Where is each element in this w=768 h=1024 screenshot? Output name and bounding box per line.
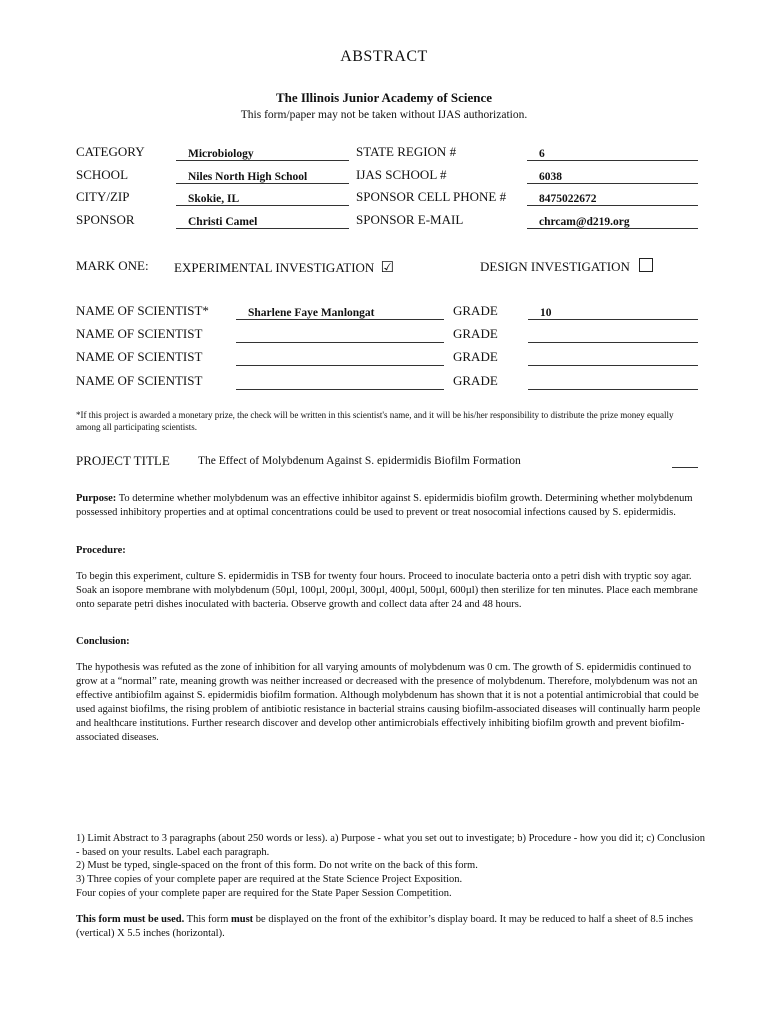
grade-label-1: GRADE (453, 303, 498, 318)
scientist-name-field-1[interactable]: Sharlene Faye Manlongat (236, 303, 444, 320)
purpose-heading: Purpose: (76, 493, 117, 504)
grade-field-3[interactable] (528, 349, 698, 366)
checked-checkbox-icon[interactable]: ☑ (380, 260, 395, 276)
instruction-4: Four copies of your complete paper are required for the State Paper Session Competition. (76, 888, 452, 899)
form-usage-text-a: This form (184, 914, 231, 925)
purpose-text: To determine whether molybdenum was an effective inhibitor against S. epidermidis biofilm growth. Determining whether molybdenum possessed inhibitory properties and at optimal concentrations could be used to prevent or treat nosocomial infections caused by S. epidermidis. (76, 493, 693, 518)
scientist-name-label-2: NAME OF SCIENTIST (76, 326, 203, 341)
conclusion-text: The hypothesis was refuted as the zone of inhibition for all varying amounts of molybdenum was 0 cm. The growth of S. epidermidis continued to grow at a “normal” rate, meaning growth was neither increased or decreased with the presence of molybdenum. Therefore, molybdenum was not an effective antibiofilm against S. epidermidis biofilm formation. Although molybdenum has shown that it is not a potential antimicrobial that could be used against biofilms, the rising problem of antibiotic resistance in bacterial strains causing biofilm-associated diseases will continually harm people and healthcare institutions. Further research discover and develop other antimicrobials effectively inhibiting biofilm growth and prevent biofilm-associated diseases. (76, 662, 701, 743)
organization-name: The Illinois Junior Academy of Science (275, 90, 493, 105)
cityzip-field[interactable]: Skokie, IL (176, 189, 349, 206)
procedure-heading: Procedure: (76, 545, 126, 556)
scientist-name-label-1: NAME OF SCIENTIST* (76, 303, 209, 318)
experimental-investigation-label: EXPERIMENTAL INVESTIGATION (174, 260, 375, 275)
conclusion-heading: Conclusion: (76, 636, 130, 647)
prize-footnote: *If this project is awarded a monetary prize, the check will be written in this scientist's name, and it will be his/her responsibility to distribute the prize money equally among all participating scientists. (76, 410, 674, 432)
category-field[interactable]: Microbiology (176, 144, 349, 161)
cityzip-label: CITY/ZIP (76, 189, 130, 204)
sponsor-email-field[interactable]: chrcam@d219.org (527, 212, 698, 229)
grade-label-3: GRADE (453, 349, 498, 364)
mark-one-label: MARK ONE: (76, 258, 149, 273)
procedure-text: To begin this experiment, culture S. epidermidis in TSB for twenty four hours. Proceed to inoculate bacteria onto a petri dish with tryptic soy agar. Soak an isopore membrane with molybdenum (50µl, 100µl, 200µl, 300µl, 400µl, 500µl, 600µl) then sterilize for ten minutes. Place each membrane onto separate petri dishes inoculated with bacteria. Observe growth and collect data after 24 and 48 hours. (76, 571, 698, 610)
grade-field-4[interactable] (528, 373, 698, 390)
instruction-1: 1) Limit Abstract to 3 paragraphs (about 250 words or less). a) Purpose - what you set out to investigate; b) Procedure - how you did it; c) Conclusion - based on your results. Label each paragraph. (76, 833, 706, 858)
scientist-name-field-2[interactable] (236, 326, 444, 343)
sponsor-field[interactable]: Christi Camel (176, 212, 349, 229)
scientist-name-label-3: NAME OF SCIENTIST (76, 349, 203, 364)
form-usage-text-b: be displayed on the front of the exhibitor’s display board. It may be reduced to half a sheet of 8.5 inches (vertical) X 5.5 inches (horizontal). (76, 914, 693, 939)
school-label: SCHOOL (76, 167, 129, 182)
scientist-name-label-4: NAME OF SCIENTIST (76, 373, 203, 388)
instruction-3: 3) Three copies of your complete paper are required at the State Science Project Exposition. (76, 874, 463, 885)
form-usage-notice (76, 913, 706, 941)
grade-label-4: GRADE (453, 373, 498, 388)
sponsor-phone-field[interactable]: 8475022672 (527, 189, 698, 206)
project-title-value: The Effect of Molybdenum Against S. epidermidis Biofilm Formation (198, 455, 521, 467)
scientist-name-field-4[interactable] (236, 373, 444, 390)
ijas-school-field[interactable]: 6038 (527, 167, 698, 184)
empty-checkbox-icon[interactable] (639, 258, 653, 272)
ijas-school-label: IJAS SCHOOL # (356, 167, 447, 182)
authorization-notice: This form/paper may not be taken without IJAS authorization. (240, 109, 528, 121)
category-label: CATEGORY (76, 144, 145, 159)
scientist-name-field-3[interactable] (236, 349, 444, 366)
state-region-field[interactable]: 6 (527, 144, 698, 161)
sponsor-phone-label: SPONSOR CELL PHONE # (356, 189, 507, 204)
form-must-be-used: This form must be used. (76, 914, 185, 925)
experimental-investigation-option[interactable] (174, 258, 394, 277)
design-investigation-label: DESIGN INVESTIGATION (480, 259, 630, 274)
state-region-label: STATE REGION # (356, 144, 457, 159)
grade-field-2[interactable] (528, 326, 698, 343)
grade-field-1[interactable]: 10 (528, 303, 698, 320)
grade-label-2: GRADE (453, 326, 498, 341)
document-title: ABSTRACT (340, 48, 428, 65)
project-title-underline (672, 467, 698, 468)
instruction-2: 2) Must be typed, single-spaced on the front of this form. Do not write on the back of this form. (76, 860, 478, 871)
purpose-paragraph (76, 492, 701, 520)
form-usage-must: must (231, 914, 254, 925)
project-title-label: PROJECT TITLE (76, 453, 170, 468)
school-field[interactable]: Niles North High School (176, 167, 349, 184)
sponsor-email-label: SPONSOR E-MAIL (356, 212, 464, 227)
design-investigation-option[interactable] (480, 258, 653, 275)
sponsor-label: SPONSOR (76, 212, 135, 227)
